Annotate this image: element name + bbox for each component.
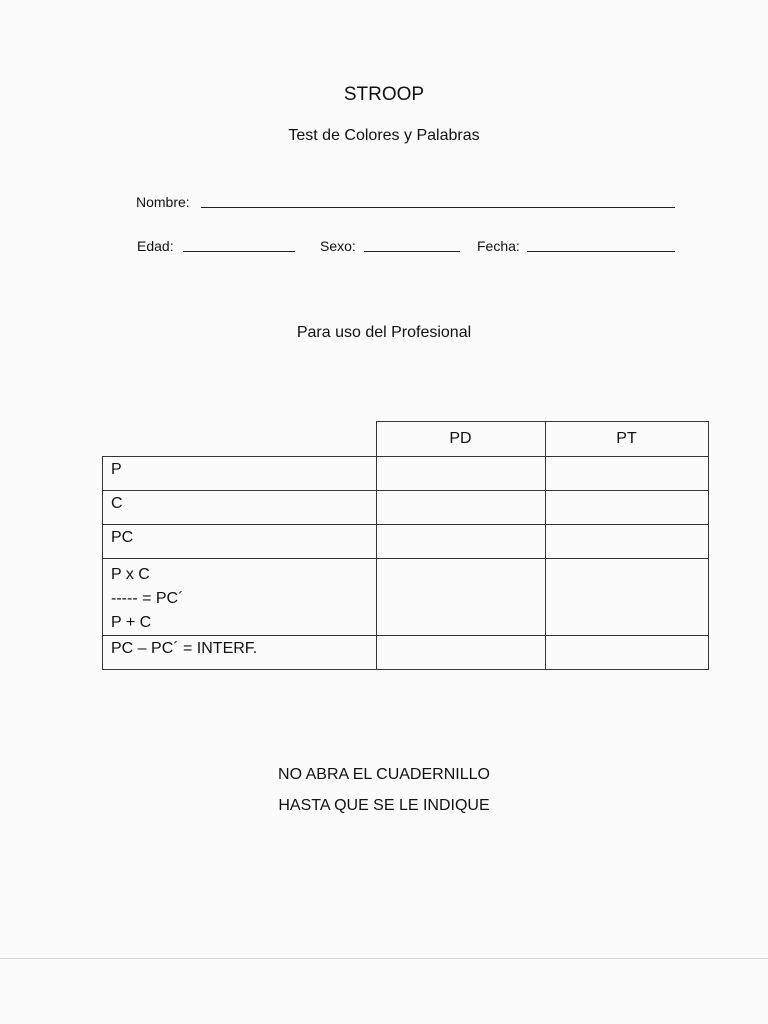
row-label-formula [103,559,377,636]
sexo-label: Sexo: [320,238,356,254]
table-row [103,491,709,525]
cell-interf-pt[interactable] [545,636,708,670]
fecha-field[interactable] [527,251,675,252]
score-table [102,421,709,670]
notice-line-2: HASTA QUE SE LE INDIQUE [278,797,490,814]
formula-fraction-bar: ----- = PC´ [111,590,184,607]
row-label-pc: PC [103,525,377,559]
scan-edge-divider [0,958,768,959]
cell-p-pd[interactable] [376,457,545,491]
cell-formula-pd[interactable] [376,559,545,636]
fecha-label: Fecha: [477,238,520,254]
column-header-pt: PT [545,422,708,457]
table-row [103,559,709,636]
form-subtitle: Test de Colores y Palabras [288,127,480,144]
row-label-interf: PC – PC´ = INTERF. [103,636,377,670]
sexo-field[interactable] [364,251,460,252]
nombre-field[interactable] [201,207,675,208]
notice-line-1: NO ABRA EL CUADERNILLO [278,766,490,783]
table-row [103,457,709,491]
formula-denominator: P + C [111,614,152,631]
cell-p-pt[interactable] [545,457,708,491]
row-label-c: C [103,491,377,525]
form-title: STROOP [343,84,425,105]
column-header-pd: PD [376,422,545,457]
table-row [103,636,709,670]
table-header-row [103,422,709,457]
cell-formula-pt[interactable] [545,559,708,636]
nombre-label: Nombre: [136,194,190,210]
row-label-p: P [103,457,377,491]
cell-c-pt[interactable] [545,491,708,525]
cell-c-pd[interactable] [376,491,545,525]
professional-use-heading: Para uso del Profesional [296,324,472,341]
formula-numerator: P x C [111,566,150,583]
edad-label: Edad: [137,238,174,254]
table-row [103,525,709,559]
edad-field[interactable] [183,251,295,252]
cell-interf-pd[interactable] [376,636,545,670]
header-empty-cell [103,422,377,457]
cell-pc-pt[interactable] [545,525,708,559]
cell-pc-pd[interactable] [376,525,545,559]
